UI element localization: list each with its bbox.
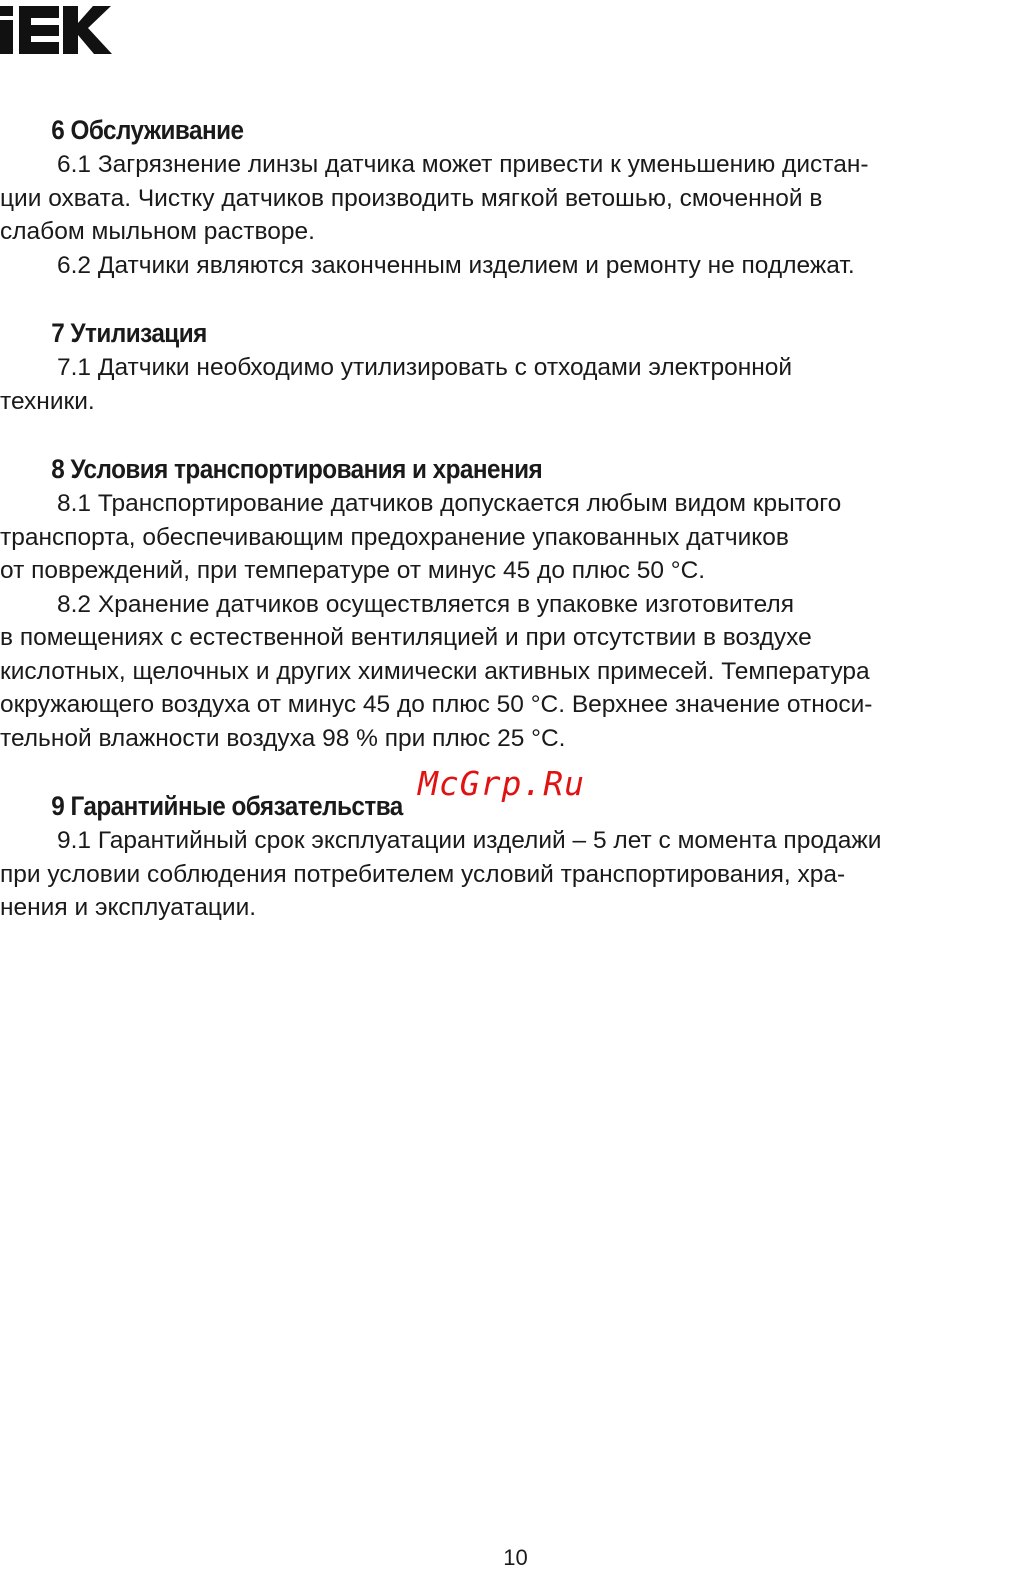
- paragraph-line: техники.: [0, 387, 95, 415]
- section-heading: 7 Утилизация: [51, 318, 207, 348]
- section-heading: 6 Обслуживание: [51, 115, 244, 145]
- paragraph-line: в помещениях с естественной вентиляцией и при отсутствии в воздухе: [0, 624, 812, 651]
- paragraph-line: 6.2 Датчики являются законченным изделием и ремонту не подлежат.: [57, 251, 855, 279]
- paragraph-line: 8.1 Транспортирование датчиков допускается любым видом крытого: [57, 490, 842, 517]
- section-warranty: [0, 789, 1024, 925]
- paragraph-line: 6.1 Загрязнение линзы датчика может привести к уменьшению дистан-: [57, 151, 869, 178]
- section-heading: 9 Гарантийные обязательства: [51, 791, 403, 821]
- document-body: [0, 113, 1024, 959]
- paragraph-line: 9.1 Гарантийный срок эксплуатации изделий – 5 лет с момента продажи: [57, 827, 882, 854]
- paragraph-line: ции охвата. Чистку датчиков производить мягкой ветошью, смоченной в: [0, 184, 823, 212]
- watermark-text: McGrp.Ru: [418, 764, 585, 803]
- paragraph-line: окружающего воздуха от минус 45 до плюс 50 °С. Верхнее значение относи-: [0, 691, 873, 718]
- paragraph-line: 7.1 Датчики необходимо утилизировать с отходами электронной: [57, 354, 793, 381]
- paragraph-line: тельной влажности воздуха 98 % при плюс 25 °С.: [0, 724, 566, 752]
- section-maintenance: [0, 113, 1024, 282]
- paragraph-line: слабом мыльном растворе.: [0, 218, 315, 245]
- paragraph-line: кислотных, щелочных и других химически активных примесей. Температура: [0, 657, 870, 685]
- page-number: 10: [503, 1545, 528, 1570]
- paragraph-line: 8.2 Хранение датчиков осуществляется в упаковке изготовителя: [57, 590, 794, 618]
- paragraph-line: транспорта, обеспечивающим предохранение упакованных датчиков: [0, 523, 789, 551]
- section-transport-storage: [0, 452, 1024, 755]
- section-disposal: [0, 316, 1024, 418]
- section-heading: 8 Условия транспортирования и хранения: [51, 454, 543, 484]
- paragraph-line: нения и эксплуатации.: [0, 894, 257, 921]
- iek-logo: [0, 6, 112, 54]
- paragraph-line: при условии соблюдения потребителем условий транспортирования, хра-: [0, 860, 846, 888]
- paragraph-line: от повреждений, при температуре от минус 45 до плюс 50 °С.: [0, 557, 706, 584]
